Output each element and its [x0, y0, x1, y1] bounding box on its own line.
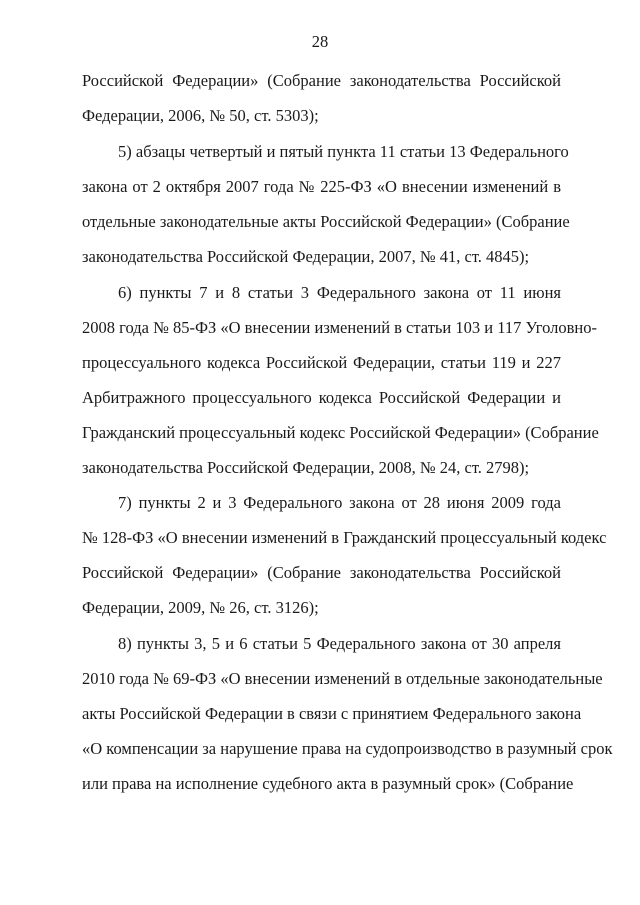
text-line: 5) абзацы четвертый и пятый пункта 11 статьи 13 Федерального: [118, 142, 569, 161]
text-line: или права на исполнение судебного акта в разумный срок» (Собрание: [82, 774, 574, 793]
text-line: 6) пункты 7 и 8 статьи 3 Федерального закона от 11 июня: [118, 283, 561, 302]
text-line: процессуального кодекса Российской Федерации, статьи 119 и 227: [82, 353, 561, 372]
text-line: № 128-ФЗ «О внесении изменений в Гражданский процессуальный кодекс: [82, 528, 607, 547]
text-line: Российской Федерации» (Собрание законодательства Российской: [82, 71, 561, 90]
text-line: Федерации, 2009, № 26, ст. 3126);: [82, 598, 319, 617]
page-number: 28: [311, 32, 329, 51]
text-line: Федерации, 2006, № 50, ст. 5303);: [82, 106, 319, 125]
text-line: отдельные законодательные акты Российской Федерации» (Собрание: [82, 212, 570, 231]
text-line: Арбитражного процессуального кодекса Российской Федерации и: [82, 388, 561, 407]
text-line: акты Российской Федерации в связи с принятием Федерального закона: [82, 704, 582, 723]
text-line: 7) пункты 2 и 3 Федерального закона от 28 июня 2009 года: [118, 493, 561, 512]
text-line: законодательства Российской Федерации, 2007, № 41, ст. 4845);: [82, 247, 530, 266]
text-line: 2008 года № 85-ФЗ «О внесении изменений в статьи 103 и 117 Уголовно-: [82, 318, 597, 337]
text-line: Гражданский процессуальный кодекс Российской Федерации» (Собрание: [82, 423, 599, 442]
text-line: закона от 2 октября 2007 года № 225-ФЗ «О внесении изменений в: [82, 177, 561, 196]
text-line: 8) пункты 3, 5 и 6 статьи 5 Федерального закона от 30 апреля: [118, 634, 561, 653]
text-line: 2010 года № 69-ФЗ «О внесении изменений в отдельные законодательные: [82, 669, 603, 688]
text-line: законодательства Российской Федерации, 2008, № 24, ст. 2798);: [82, 458, 530, 477]
text-line: «О компенсации за нарушение права на судопроизводство в разумный срок: [82, 739, 613, 758]
text-line: Российской Федерации» (Собрание законодательства Российской: [82, 563, 561, 582]
